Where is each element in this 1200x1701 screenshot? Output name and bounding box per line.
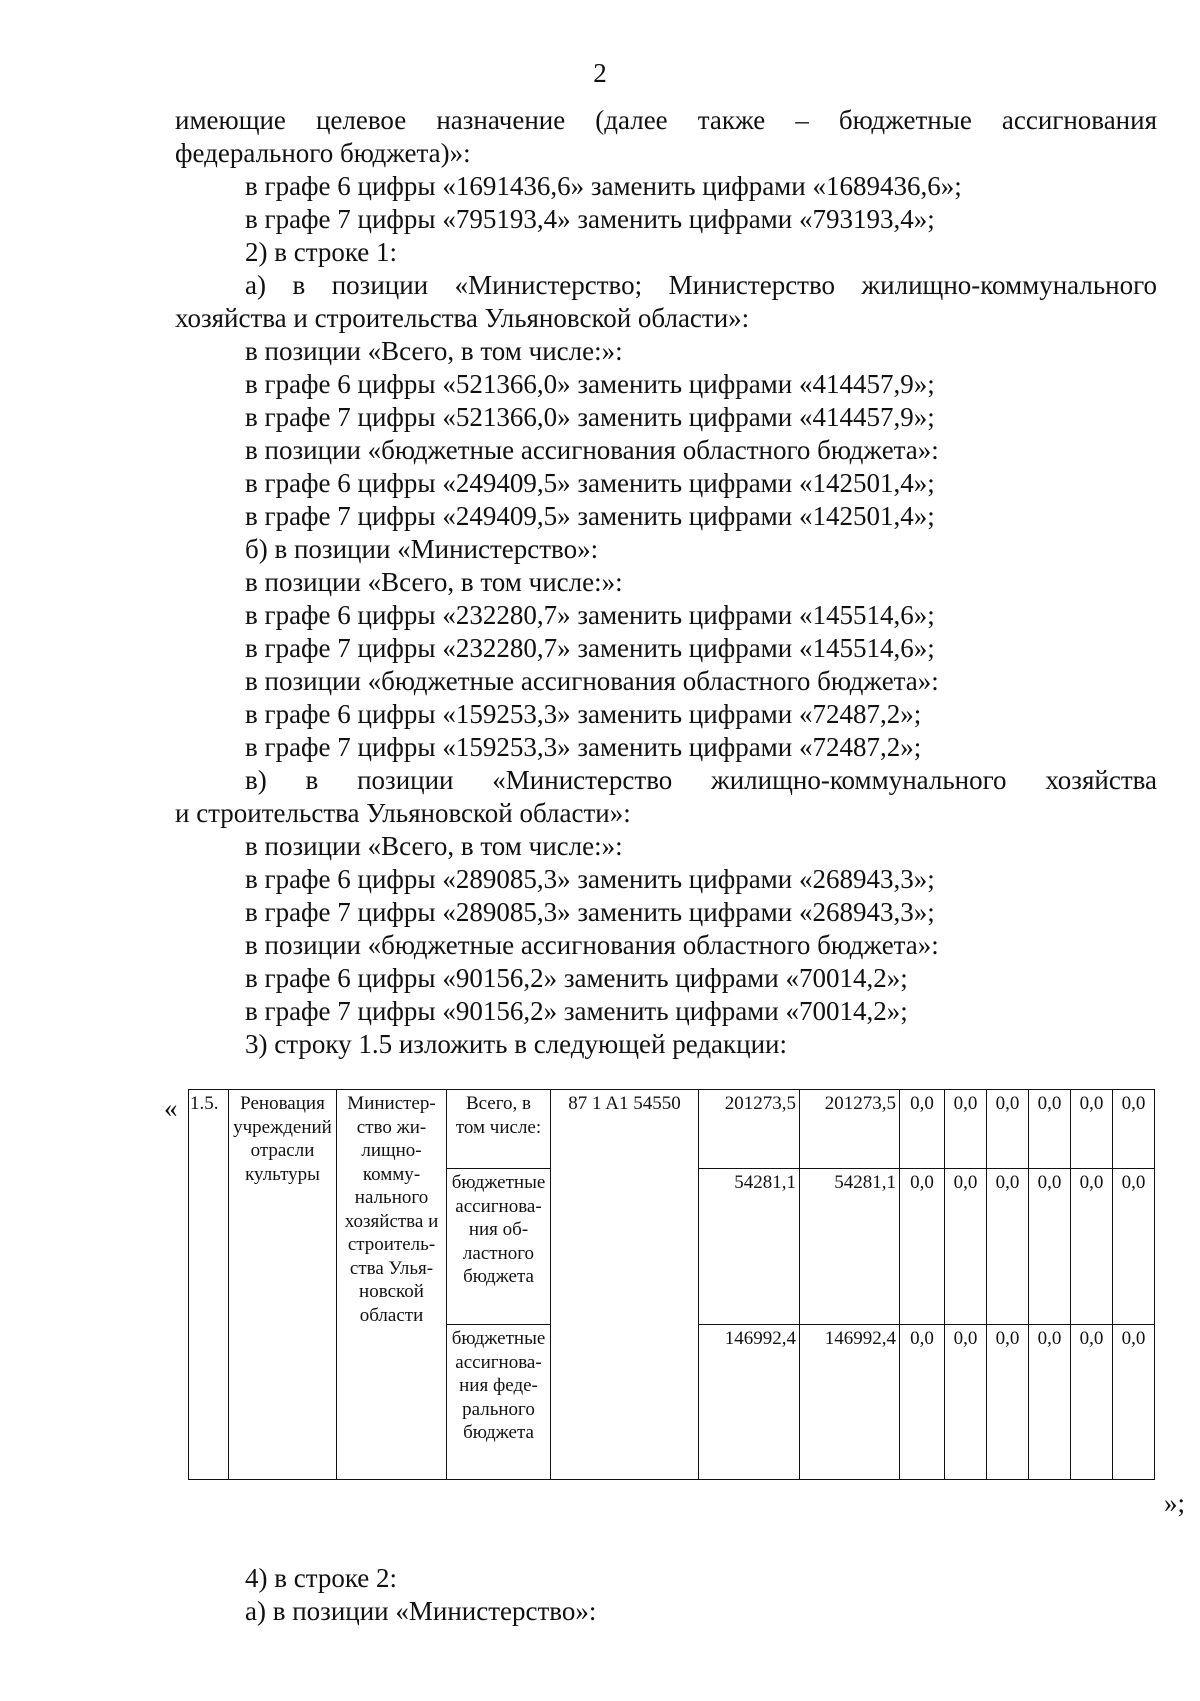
text-line: и строительства Ульяновской области»: xyxy=(175,798,631,828)
document-body-continued xyxy=(175,1562,1157,1628)
value-cell: 0,0 xyxy=(1071,1325,1113,1480)
value-cell: 0,0 xyxy=(1029,1169,1071,1325)
value-cell: 0,0 xyxy=(1071,1169,1113,1325)
value-cell: 0,0 xyxy=(900,1090,945,1169)
text-line: в графе 7 цифры «289085,3» заменить цифрами «268943,3»; xyxy=(245,897,935,927)
value-cell: 54281,1 xyxy=(800,1169,900,1325)
closing-quote: »; xyxy=(1164,1488,1186,1518)
text-line: в графе 6 цифры «159253,3» заменить цифрами «72487,2»; xyxy=(245,699,922,729)
text-line: в позиции «бюджетные ассигнования областного бюджета»: xyxy=(245,930,939,960)
table-row xyxy=(189,1090,1155,1169)
value-cell: 0,0 xyxy=(1071,1090,1113,1169)
text-line: в графе 6 цифры «289085,3» заменить цифрами «268943,3»; xyxy=(245,864,935,894)
source-cell: Всего, в том числе: xyxy=(447,1090,551,1169)
value-cell: 0,0 xyxy=(945,1325,987,1480)
text-line: 2) в строке 1: xyxy=(245,237,398,267)
text-line: 3) строку 1.5 изложить в следующей редакции: xyxy=(245,1029,788,1059)
text-line: в) в позиции «Министерство жилищно-коммунального хозяйства xyxy=(245,765,1157,795)
text-line: в позиции «бюджетные ассигнования областного бюджета»: xyxy=(245,435,939,465)
text-line: а) в позиции «Министерство; Министерство жилищно-коммунального xyxy=(245,270,1157,300)
value-cell: 201273,5 xyxy=(699,1090,800,1169)
value-cell: 0,0 xyxy=(945,1169,987,1325)
text-line: в графе 6 цифры «232280,7» заменить цифрами «145514,6»; xyxy=(245,600,935,630)
text-line: в графе 7 цифры «521366,0» заменить цифрами «414457,9»; xyxy=(245,402,935,432)
text-line: а) в позиции «Министерство»: xyxy=(245,1596,597,1626)
value-cell: 0,0 xyxy=(900,1325,945,1480)
value-cell: 201273,5 xyxy=(800,1090,900,1169)
value-cell: 0,0 xyxy=(987,1169,1029,1325)
value-cell: 0,0 xyxy=(987,1090,1029,1169)
text-line: в позиции «Всего, в том числе:»: xyxy=(245,567,623,597)
text-line: в позиции «Всего, в том числе:»: xyxy=(245,336,623,366)
text-line: в графе 6 цифры «90156,2» заменить цифрами «70014,2»; xyxy=(245,963,908,993)
opening-quote: « xyxy=(164,1093,178,1123)
text-line: в графе 7 цифры «795193,4» заменить цифрами «793193,4»; xyxy=(245,204,935,234)
text-line: в позиции «бюджетные ассигнования областного бюджета»: xyxy=(245,666,939,696)
text-line: в графе 6 цифры «249409,5» заменить цифрами «142501,4»; xyxy=(245,468,935,498)
value-cell: 0,0 xyxy=(987,1325,1029,1480)
value-cell: 0,0 xyxy=(1113,1090,1155,1169)
text-line: в графе 6 цифры «1691436,6» заменить цифрами «1689436,6»; xyxy=(245,171,962,201)
value-cell: 0,0 xyxy=(1113,1169,1155,1325)
value-cell: 146992,4 xyxy=(800,1325,900,1480)
value-cell: 146992,4 xyxy=(699,1325,800,1480)
text-line: в графе 7 цифры «90156,2» заменить цифрами «70014,2»; xyxy=(245,996,908,1026)
value-cell: 0,0 xyxy=(900,1169,945,1325)
executor-cell: Министерство жилищно-коммунального хозяйства и строительства Ульяновской области xyxy=(337,1090,447,1480)
value-cell: 0,0 xyxy=(945,1090,987,1169)
text-line: в графе 7 цифры «249409,5» заменить цифрами «142501,4»; xyxy=(245,501,935,531)
row-number-cell: 1.5. xyxy=(189,1090,229,1480)
budget-table xyxy=(188,1089,1155,1480)
text-line: в позиции «Всего, в том числе:»: xyxy=(245,831,623,861)
source-cell: бюджетные ассигнования федерального бюджета xyxy=(447,1325,551,1480)
value-cell: 0,0 xyxy=(1113,1325,1155,1480)
text-line: б) в позиции «Министерство»: xyxy=(245,534,599,564)
text-line: в графе 6 цифры «521366,0» заменить цифрами «414457,9»; xyxy=(245,369,935,399)
document-body xyxy=(175,104,1157,1061)
text-line: в графе 7 цифры «159253,3» заменить цифрами «72487,2»; xyxy=(245,732,922,762)
value-cell: 0,0 xyxy=(1029,1090,1071,1169)
text-line: хозяйства и строительства Ульяновской области»: xyxy=(175,303,750,333)
page-number: 2 xyxy=(593,58,607,88)
value-cell: 54281,1 xyxy=(699,1169,800,1325)
measure-name-cell: Реновация учреждений отрасли культуры xyxy=(229,1090,337,1480)
code-cell: 87 1 A1 54550 xyxy=(551,1090,699,1480)
source-cell: бюджетные ассигнования областного бюджета xyxy=(447,1169,551,1325)
text-line: в графе 7 цифры «232280,7» заменить цифрами «145514,6»; xyxy=(245,633,935,663)
text-line: имеющие целевое назначение (далее также – бюджетные ассигнования xyxy=(175,105,1157,135)
text-line: федерального бюджета)»: xyxy=(175,138,471,168)
value-cell: 0,0 xyxy=(1029,1325,1071,1480)
text-line: 4) в строке 2: xyxy=(245,1563,398,1593)
